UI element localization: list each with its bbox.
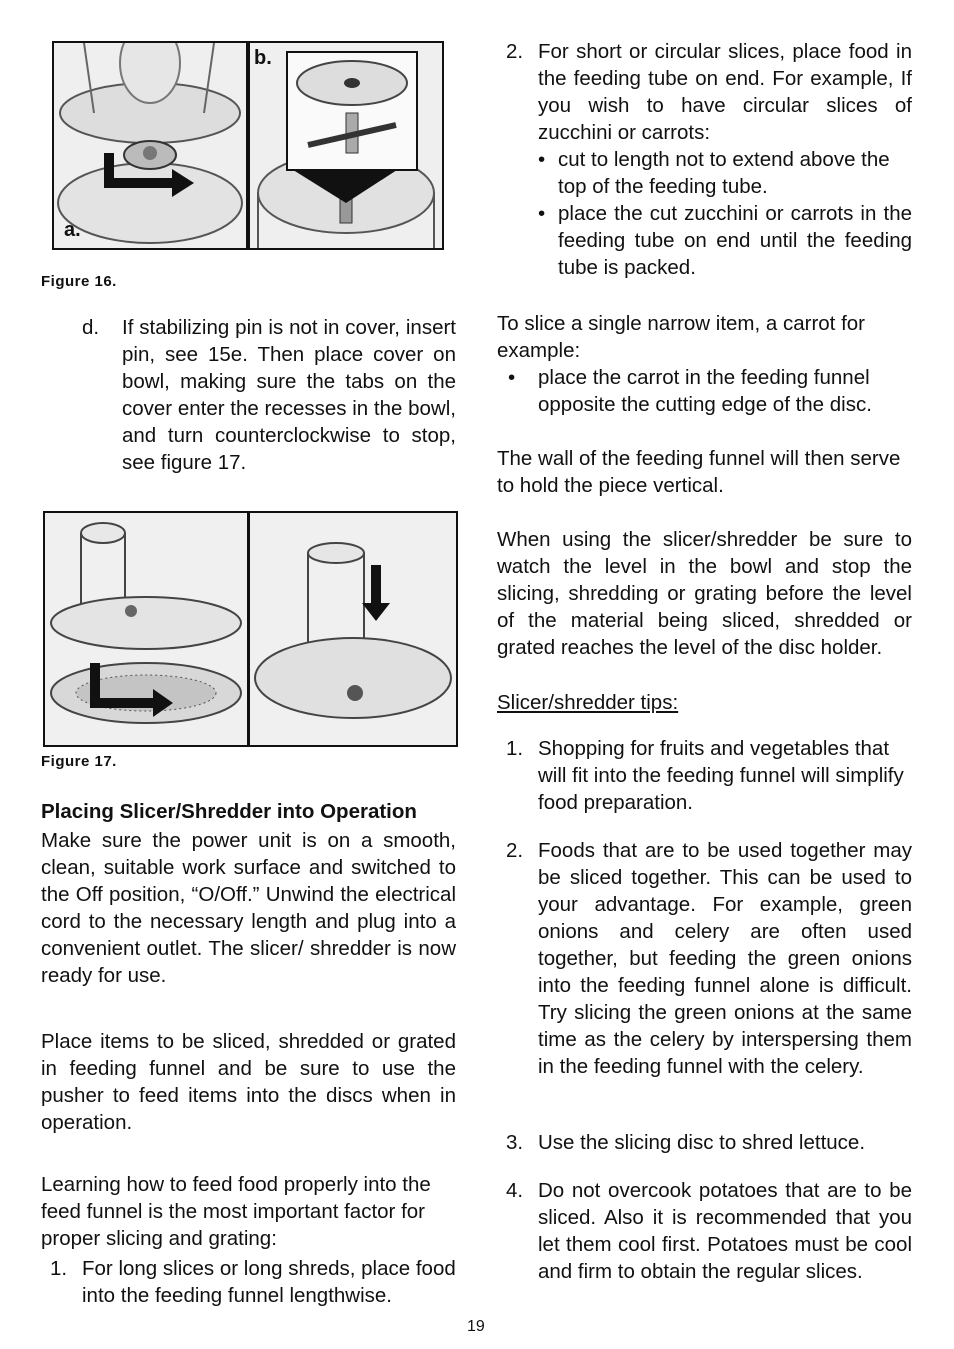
- list-item-2-marker: 2.: [506, 40, 524, 63]
- panel-b-label: b.: [254, 47, 272, 69]
- figure-17-caption: Figure 17.: [41, 753, 117, 770]
- tip-3-marker: 3.: [506, 1131, 524, 1154]
- narrow-item-bullet: place the carrot in the feeding funnel opposite the cutting edge of the disc.: [538, 366, 872, 416]
- disc-inset-box: [286, 51, 418, 171]
- bullet-icon: •: [508, 366, 516, 389]
- bullet-2-text: place the cut zucchini or carrots in the feeding tube on end until the feeding tube is packed.: [558, 202, 912, 279]
- list-item-1-marker: 1.: [50, 1257, 68, 1280]
- placing-para-1: Make sure the power unit is on a smooth, clean, suitable work surface and switched to the Off position, “O/Off.” Unwind the electrical cord to the necessary length and plug into a convenient outlet. The slicer/ shredder is now ready for use.: [41, 829, 456, 987]
- slicing-disc-icon: [288, 53, 416, 169]
- step-d-marker: d.: [82, 316, 100, 339]
- bullet-1-text: cut to length not to extend above the top of the feeding tube.: [558, 148, 890, 198]
- tip-4-text: Do not overcook potatoes that are to be sliced. Also it is recommended that you let them cool first. Potatoes must be cool and firm to obtain the regular slices.: [538, 1179, 912, 1283]
- funnel-wall-note: The wall of the feeding funnel will then serve to hold the piece vertical.: [497, 447, 901, 497]
- placing-heading: Placing Slicer/Shredder into Operation: [41, 800, 417, 823]
- placing-para-3: Learning how to feed food properly into the feed funnel is the most important factor for proper slicing and grating:: [41, 1173, 431, 1250]
- placing-para-2: Place items to be sliced, shredded or grated in feeding funnel and be sure to use the pusher to feed items into the discs when in operation.: [41, 1030, 456, 1134]
- cover-placement-illustration: [45, 513, 247, 745]
- bowl-base-illustration: [54, 43, 246, 248]
- tip-1-marker: 1.: [506, 737, 524, 760]
- list-item-1-text: For long slices or long shreds, place food into the feeding funnel lengthwise.: [82, 1257, 456, 1307]
- page-number: 19: [467, 1318, 485, 1335]
- step-d-text: If stabilizing pin is not in cover, insert pin, see 15e. Then place cover on bowl, making sure the tabs on the cover enter the recesses in the bowl, and turn counterclockwise to stop, see figure 17.: [122, 316, 456, 474]
- tip-4-marker: 4.: [506, 1179, 524, 1202]
- figure-16-panel-a: [52, 41, 248, 250]
- tips-heading: Slicer/shredder tips:: [497, 691, 679, 714]
- tip-2-text: Foods that are to be used together may be sliced together. This can be used to your advantage. For example, green onions and celery are often used together, but feeding the green onions into the feeding funnel alone is difficult. Try slicing the green onions at the same time as the celery by interspersing them in the feeding funnel with the celery.: [538, 839, 912, 1078]
- list-item-2-text: For short or circular slices, place food in the feeding tube on end. For example, If you wish to have circular slices of zucchini or carrots:: [538, 40, 912, 144]
- figure-16-caption: Figure 16.: [41, 273, 117, 290]
- tip-3-text: Use the slicing disc to shred lettuce.: [538, 1131, 866, 1154]
- panel-a-label: a.: [64, 219, 81, 241]
- tip-1-text: Shopping for fruits and vegetables that will fit into the feeding funnel will simplify food preparation.: [538, 737, 904, 814]
- tip-2-marker: 2.: [506, 839, 524, 862]
- bullet-icon: •: [538, 202, 546, 225]
- level-warning: When using the slicer/shredder be sure to watch the level in the bowl and stop the slicing, shredding or grating before the level of the material being sliced, shredded or grated reaches the level of the disc holder.: [497, 528, 912, 659]
- assembled-slicer-illustration: [250, 513, 456, 745]
- bullet-icon: •: [538, 148, 546, 171]
- narrow-item-intro: To slice a single narrow item, a carrot for example:: [497, 312, 865, 362]
- figure-17-panel-left: [43, 511, 249, 747]
- figure-17-panel-right: [248, 511, 458, 747]
- figure-16-panel-b: [248, 41, 444, 250]
